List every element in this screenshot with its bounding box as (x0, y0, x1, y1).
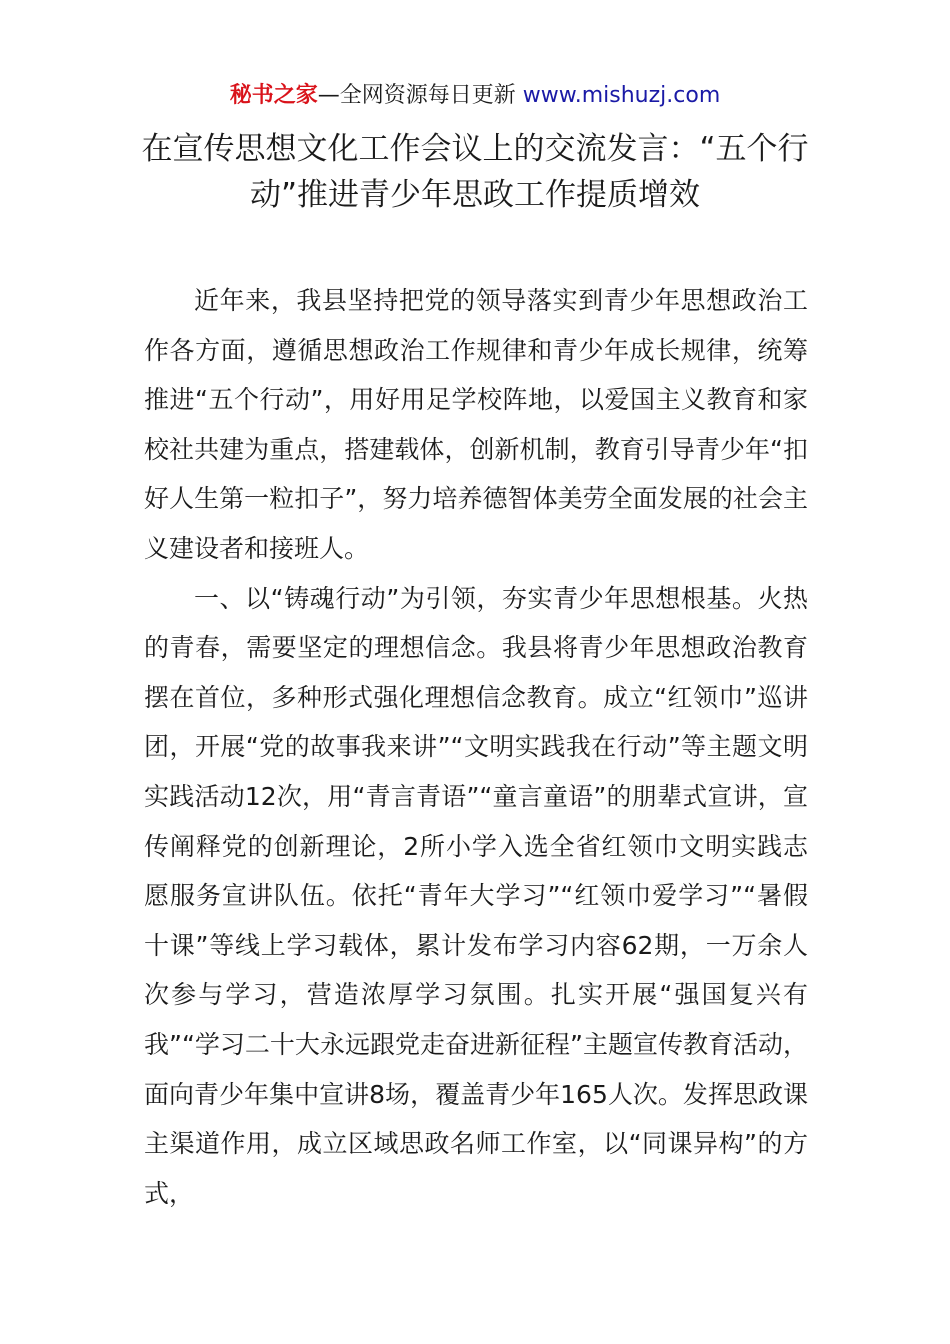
document-title: 在宣传思想文化工作会议上的交流发言：“五个行动”推进青少年思政工作提质增效 (141, 131, 809, 213)
site-url-link[interactable]: www.mishuzj.com (522, 83, 721, 108)
body-paragraph: 近年来，我县坚持把党的领导落实到青少年思想政治工作各方面，遵循思想政治工作规律和青少年成长规律，统筹推进“五个行动”，用好用足学校阵地，以爱国主义教育和家校社共建为重点，搭建载体，创新机制，教育引导青少年“扣好人生第一粒扣子”，努力培养德智体美劳全面发展的社会主义建设者和接班人。 (144, 286, 808, 563)
body-paragraph: 一、以“铸魂行动”为引领，夯实青少年思想根基。火热的青春，需要坚定的理想信念。我县将青少年思想政治教育摆在首位，多种形式强化理想信念教育。成立“红领巾”巡讲团，开展“党的故事我来讲”“文明实践我在行动”等主题文明实践活动12次，用“青言青语”“童言童语”的朋辈式宣讲，宣传阐释党的创新理论，2所小学入选全省红领巾文明实践志愿服务宣讲队伍。依托“青年大学习”“红领巾爱学习”“暑假十课”等线上学习载体，累计发布学习内容62期，一万余人次参与学习，营造浓厚学习氛围。扎实开展“强国复兴有我”“学习二十大永远跟党走奋进新征程”主题宣传教育活动，面向青少年集中宣讲8场，覆盖青少年165人次。发挥思政课主渠道作用，成立区域思政名师工作室，以“同课异构”的方式， (144, 583, 808, 1208)
site-header (0, 80, 950, 112)
site-brand: 秘书之家 (229, 83, 318, 108)
site-slogan: —全网资源每日更新 (317, 83, 516, 108)
document-body (144, 276, 808, 1218)
